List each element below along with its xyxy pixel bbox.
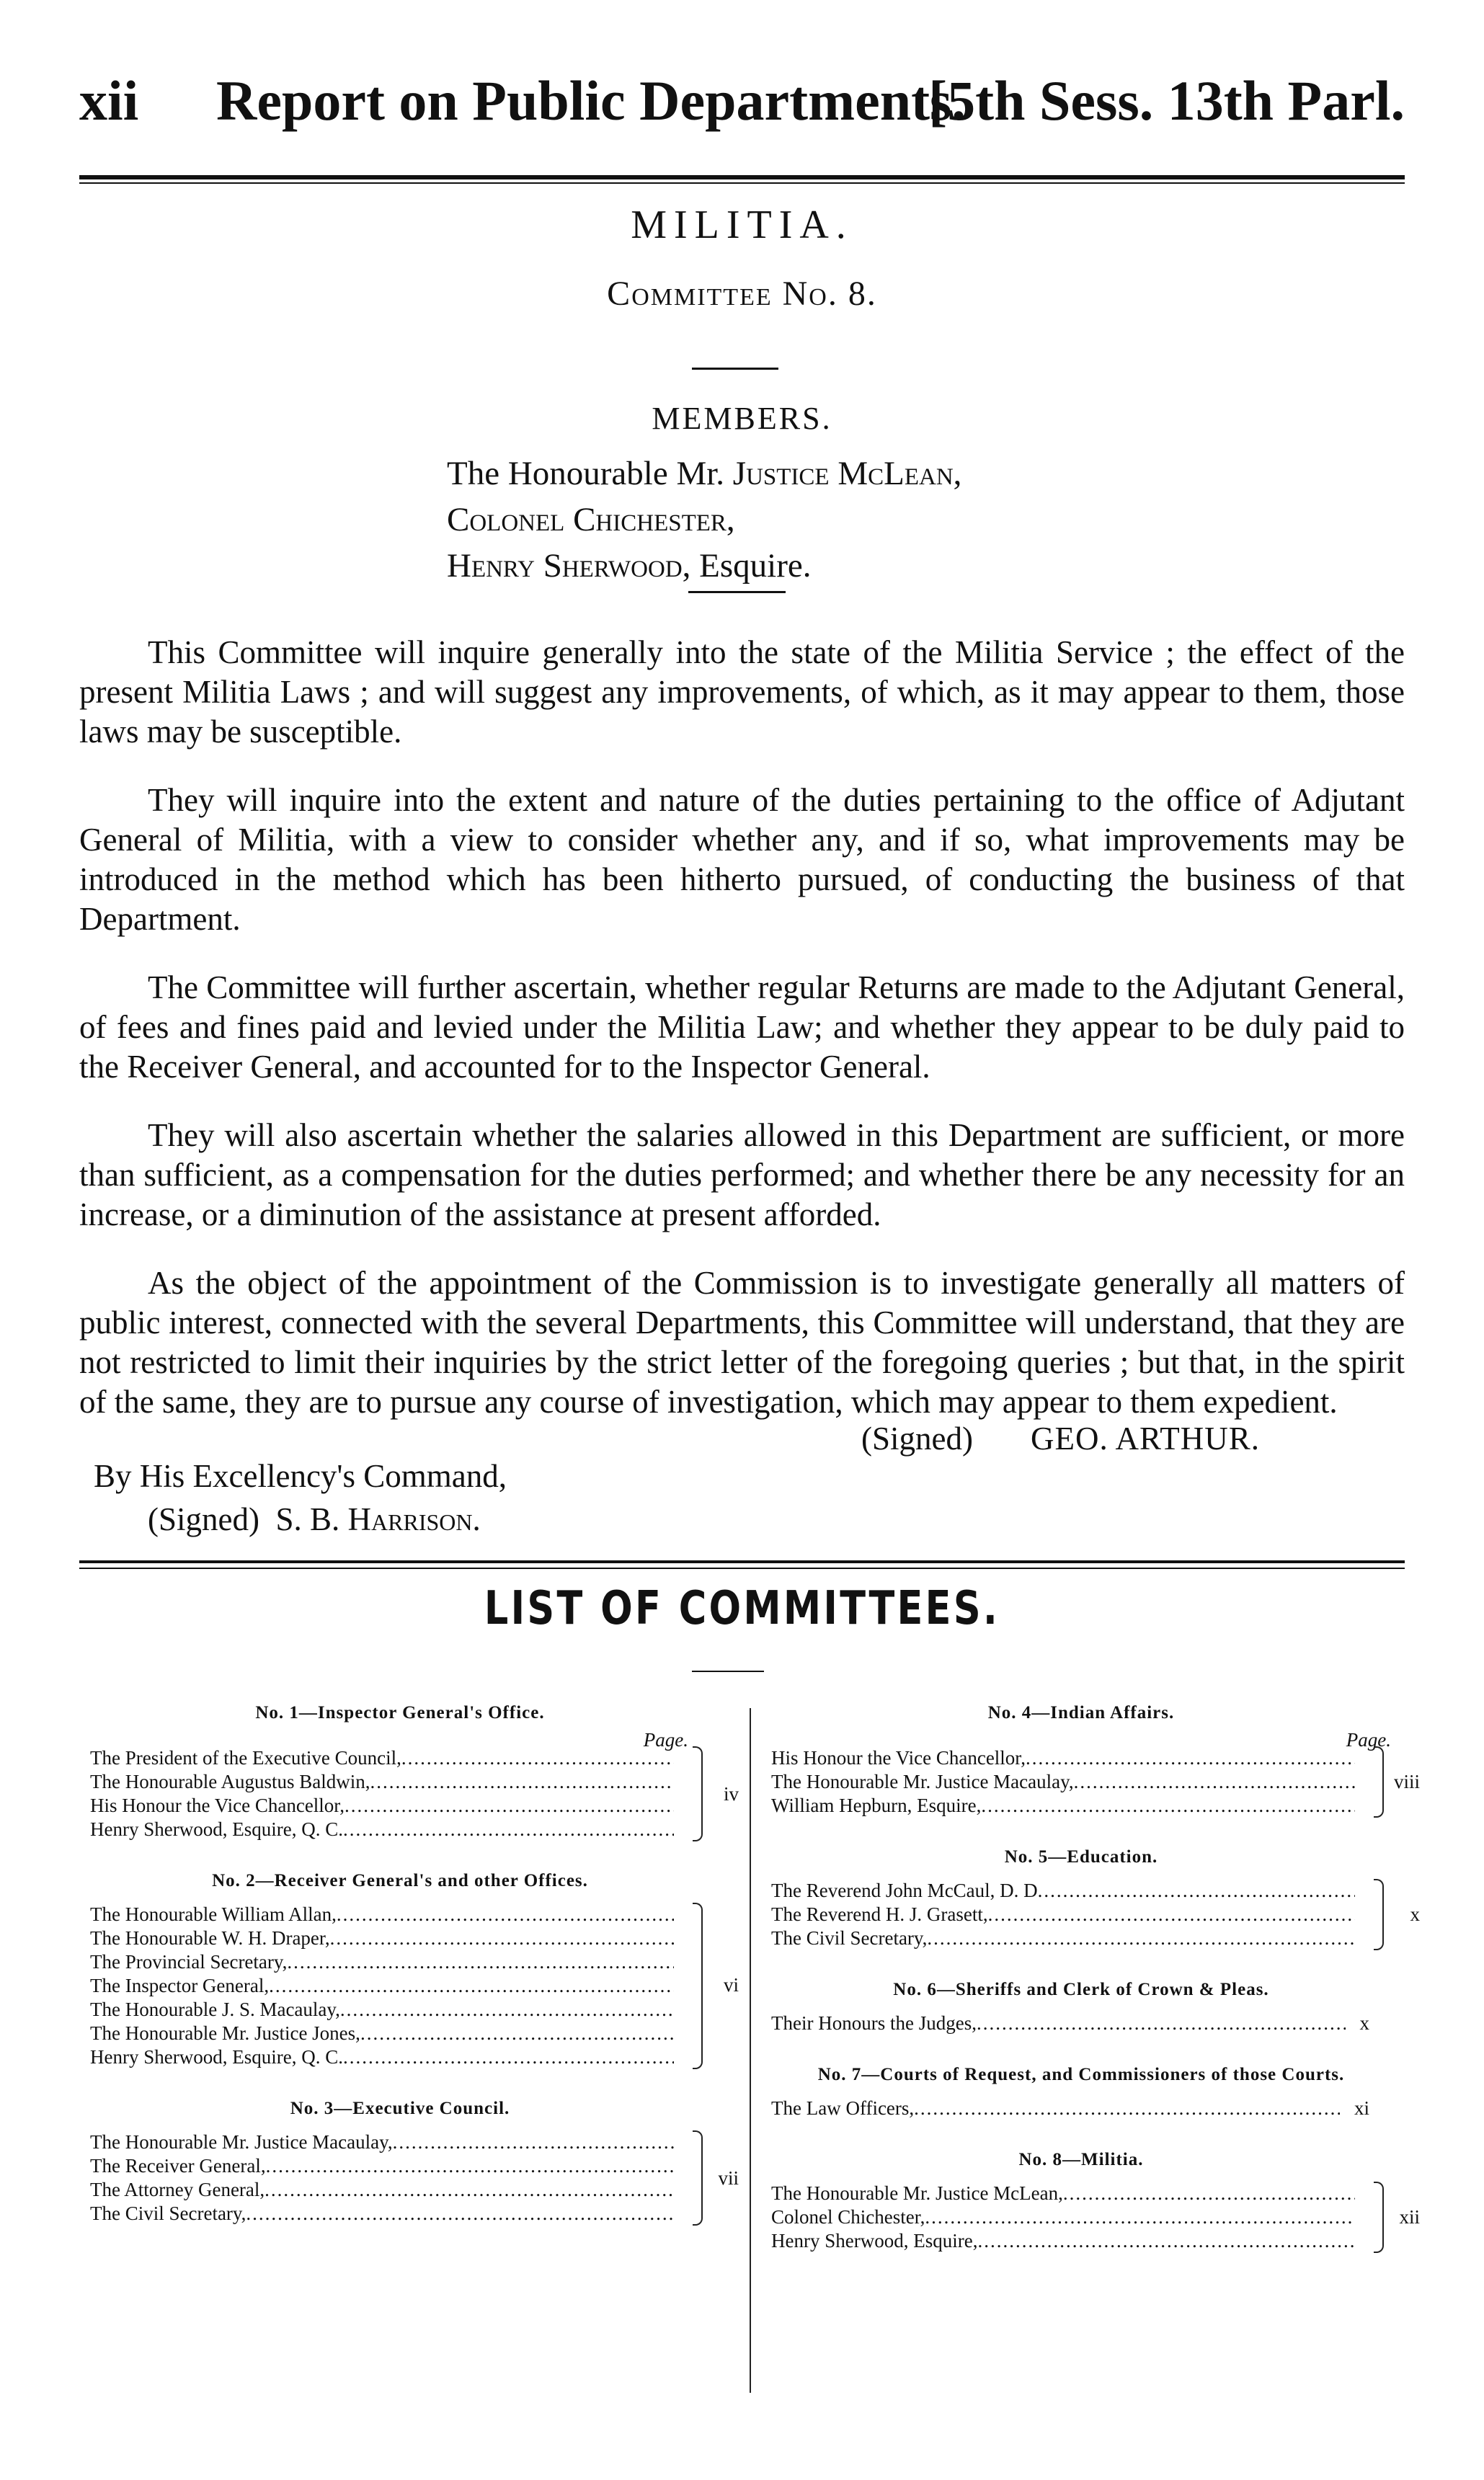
committee-group (771, 1701, 1420, 1818)
committee-member: The Reverend John McCaul, D. D ..... (771, 1879, 1355, 1903)
committee-column-right (771, 1701, 1420, 2280)
committee-member: The Receiver General, ..... (90, 2154, 674, 2178)
page-reference: vii (718, 2167, 739, 2189)
page-reference: x (1410, 1903, 1420, 1925)
column-divider (750, 1708, 751, 2393)
page-reference: iv (723, 1783, 739, 1805)
page-column-heading: Page. (643, 1729, 688, 1751)
list-rule-thin (79, 1568, 1405, 1569)
secretary-name: S. B. Harrison. (275, 1501, 481, 1537)
committee-title: No. 4—Indian Affairs. (987, 1703, 1175, 1723)
committee-member: The Civil Secretary, ..... (90, 2202, 674, 2226)
member-entry: Henry Sherwood, Esquire. (447, 547, 812, 585)
committee-title: No. 5—Education. (1004, 1847, 1158, 1867)
short-divider (692, 368, 778, 370)
member-name: Henry Sherwood, (447, 547, 691, 585)
committee-group (90, 2097, 739, 2226)
committee-member: His Honour the Vice Chancellor, ..... (771, 1746, 1355, 1770)
list-title: LIST OF COMMITTEES. (484, 1582, 1000, 1635)
committee-member: The Attorney General, ..... (90, 2178, 674, 2202)
report-title: Report on Public Departments. (216, 69, 966, 132)
paragraph: This Committee will inquire generally into the state of the Militia Service ; the effect of the present Militia Laws ; and will suggest any improvements, of which, as it may appear to them, those laws may be susceptible. (79, 634, 1405, 750)
committee-member: William Hepburn, Esquire, ..... (771, 1794, 1355, 1818)
short-divider (692, 1671, 764, 1672)
committee-group (771, 2148, 1420, 2253)
brace (1374, 2182, 1384, 2253)
committee-member: His Honour the Vice Chancellor, ..... (90, 1794, 674, 1818)
page-reference: xii (1399, 2206, 1420, 2228)
members-list (447, 450, 961, 589)
page-reference: viii (1393, 1771, 1420, 1792)
list-rule (79, 1560, 1405, 1563)
members-heading: MEMBERS. (652, 401, 832, 436)
command-signature (148, 1501, 481, 1538)
committee-member: The Civil Secretary, ..... (771, 1926, 1355, 1950)
page-number: xii (79, 69, 139, 132)
committee-member: The Honourable Mr. Justice McLean, ..... (771, 2182, 1355, 2205)
brace (693, 1903, 703, 2069)
committee-member: Colonel Chichester, ..... (771, 2205, 1355, 2229)
section-title: MILITIA. (631, 203, 853, 247)
body-text (79, 633, 1405, 1451)
committee-group (90, 1869, 739, 2069)
committee-member: The Honourable Mr. Justice Macaulay, ..... (90, 2130, 674, 2154)
committee-group (771, 1978, 1391, 2035)
committee-number: Committee No. 8. (607, 275, 877, 313)
committee-member: Henry Sherwood, Esquire, ..... (771, 2229, 1355, 2253)
committee-member: The Honourable William Allan, ..... (90, 1903, 674, 1926)
page-reference: x (1359, 2012, 1369, 2034)
committee-member: The Honourable W. H. Draper, ..... (90, 1926, 674, 1950)
member-name: Colonel Chichester, (447, 501, 735, 538)
committee-member: The President of the Executive Council, ..... (90, 1746, 674, 1770)
committee-title: No. 7—Courts of Request, and Commissioners of those Courts. (817, 2065, 1345, 2084)
committee-member: The Honourable Augustus Baldwin, ..... (90, 1770, 674, 1794)
session-label: [5th Sess. 13th Parl. (928, 69, 1405, 132)
short-divider (688, 591, 786, 593)
committee-title: No. 3—Executive Council. (290, 2099, 510, 2118)
committee-member: Their Honours the Judges, ..... x (771, 2012, 1369, 2035)
brace (693, 2130, 703, 2226)
signed-label: (Signed) (861, 1421, 973, 1457)
committee-title: No. 6—Sheriffs and Clerk of Crown & Pleas. (893, 1980, 1269, 1999)
committee-column-left (90, 1701, 739, 2253)
page-reference: xi (1354, 2097, 1369, 2119)
header-rule-thin (79, 182, 1405, 184)
member-entry: The Honourable Mr. Justice McLean, (447, 455, 962, 492)
brace (1374, 1879, 1384, 1950)
committee-member: The Provincial Secretary, ..... (90, 1950, 674, 1974)
paragraph: They will also ascertain whether the salaries allowed in this Department are sufficient, or more than sufficient, as a compensation for the duties performed; and whether there be any necessity for an increase, or a diminution of the assistance at present afforded. (79, 1117, 1405, 1232)
member-entry (447, 497, 961, 543)
committee-group (771, 1845, 1420, 1950)
committee-member: Henry Sherwood, Esquire, Q. C. ..... (90, 2045, 674, 2069)
committee-member: The Honourable J. S. Macaulay, ..... (90, 1998, 674, 2022)
paragraph: As the object of the appointment of the Commission is to investigate generally all matters of public interest, connected with the several Departments, this Committee will understand, that they are not restricted to limit their inquiries by the strict letter of the foregoing queries ; but that, in the spirit of the same, they are to pursue any course of investigation, which may appear to them expedient. (79, 1265, 1405, 1420)
running-header (79, 68, 1405, 133)
header-rule (79, 175, 1405, 179)
committee-member: The Honourable Mr. Justice Jones, ..... (90, 2022, 674, 2045)
committee-member: The Inspector General, ..... (90, 1974, 674, 1998)
committee-group (90, 1701, 739, 1841)
member-name: Justice McLean, (732, 455, 962, 492)
committee-title: No. 2—Receiver General's and other Offices. (212, 1871, 588, 1890)
committee-member: The Honourable Mr. Justice Macaulay, ..... (771, 1770, 1355, 1794)
committee-title: No. 8—Militia. (1018, 2150, 1144, 2169)
signature-line (861, 1420, 1260, 1457)
page-reference: vi (723, 1974, 739, 1996)
brace (1374, 1746, 1384, 1818)
paragraph: They will inquire into the extent and nature of the duties pertaining to the office of Adjutant General of Militia, with a view to consider whether any, and if so, what improvements may be introduced in the method which has been hitherto pursued, of conducting the business of that Department. (79, 782, 1405, 937)
committee-member: The Reverend H. J. Grasett, ..... (771, 1903, 1355, 1926)
signatory-name: GEO. ARTHUR. (1030, 1421, 1261, 1457)
signed-label: (Signed) (148, 1501, 259, 1537)
paragraph: The Committee will further ascertain, whether regular Returns are made to the Adjutant General, of fees and fines paid and levied under the Militia Law; and whether they appear to be duly paid to the Receiver General, and accounted for to the Inspector General. (79, 969, 1405, 1085)
committee-title: No. 1—Inspector General's Office. (255, 1703, 545, 1723)
command-line: By His Excellency's Command, (94, 1458, 507, 1494)
committee-group (771, 2063, 1391, 2120)
brace (693, 1746, 703, 1841)
committee-member: Henry Sherwood, Esquire, Q. C. ..... (90, 1818, 674, 1841)
committee-member: The Law Officers, ..... xi (771, 2097, 1369, 2120)
page-column-heading: Page. (1346, 1729, 1391, 1751)
